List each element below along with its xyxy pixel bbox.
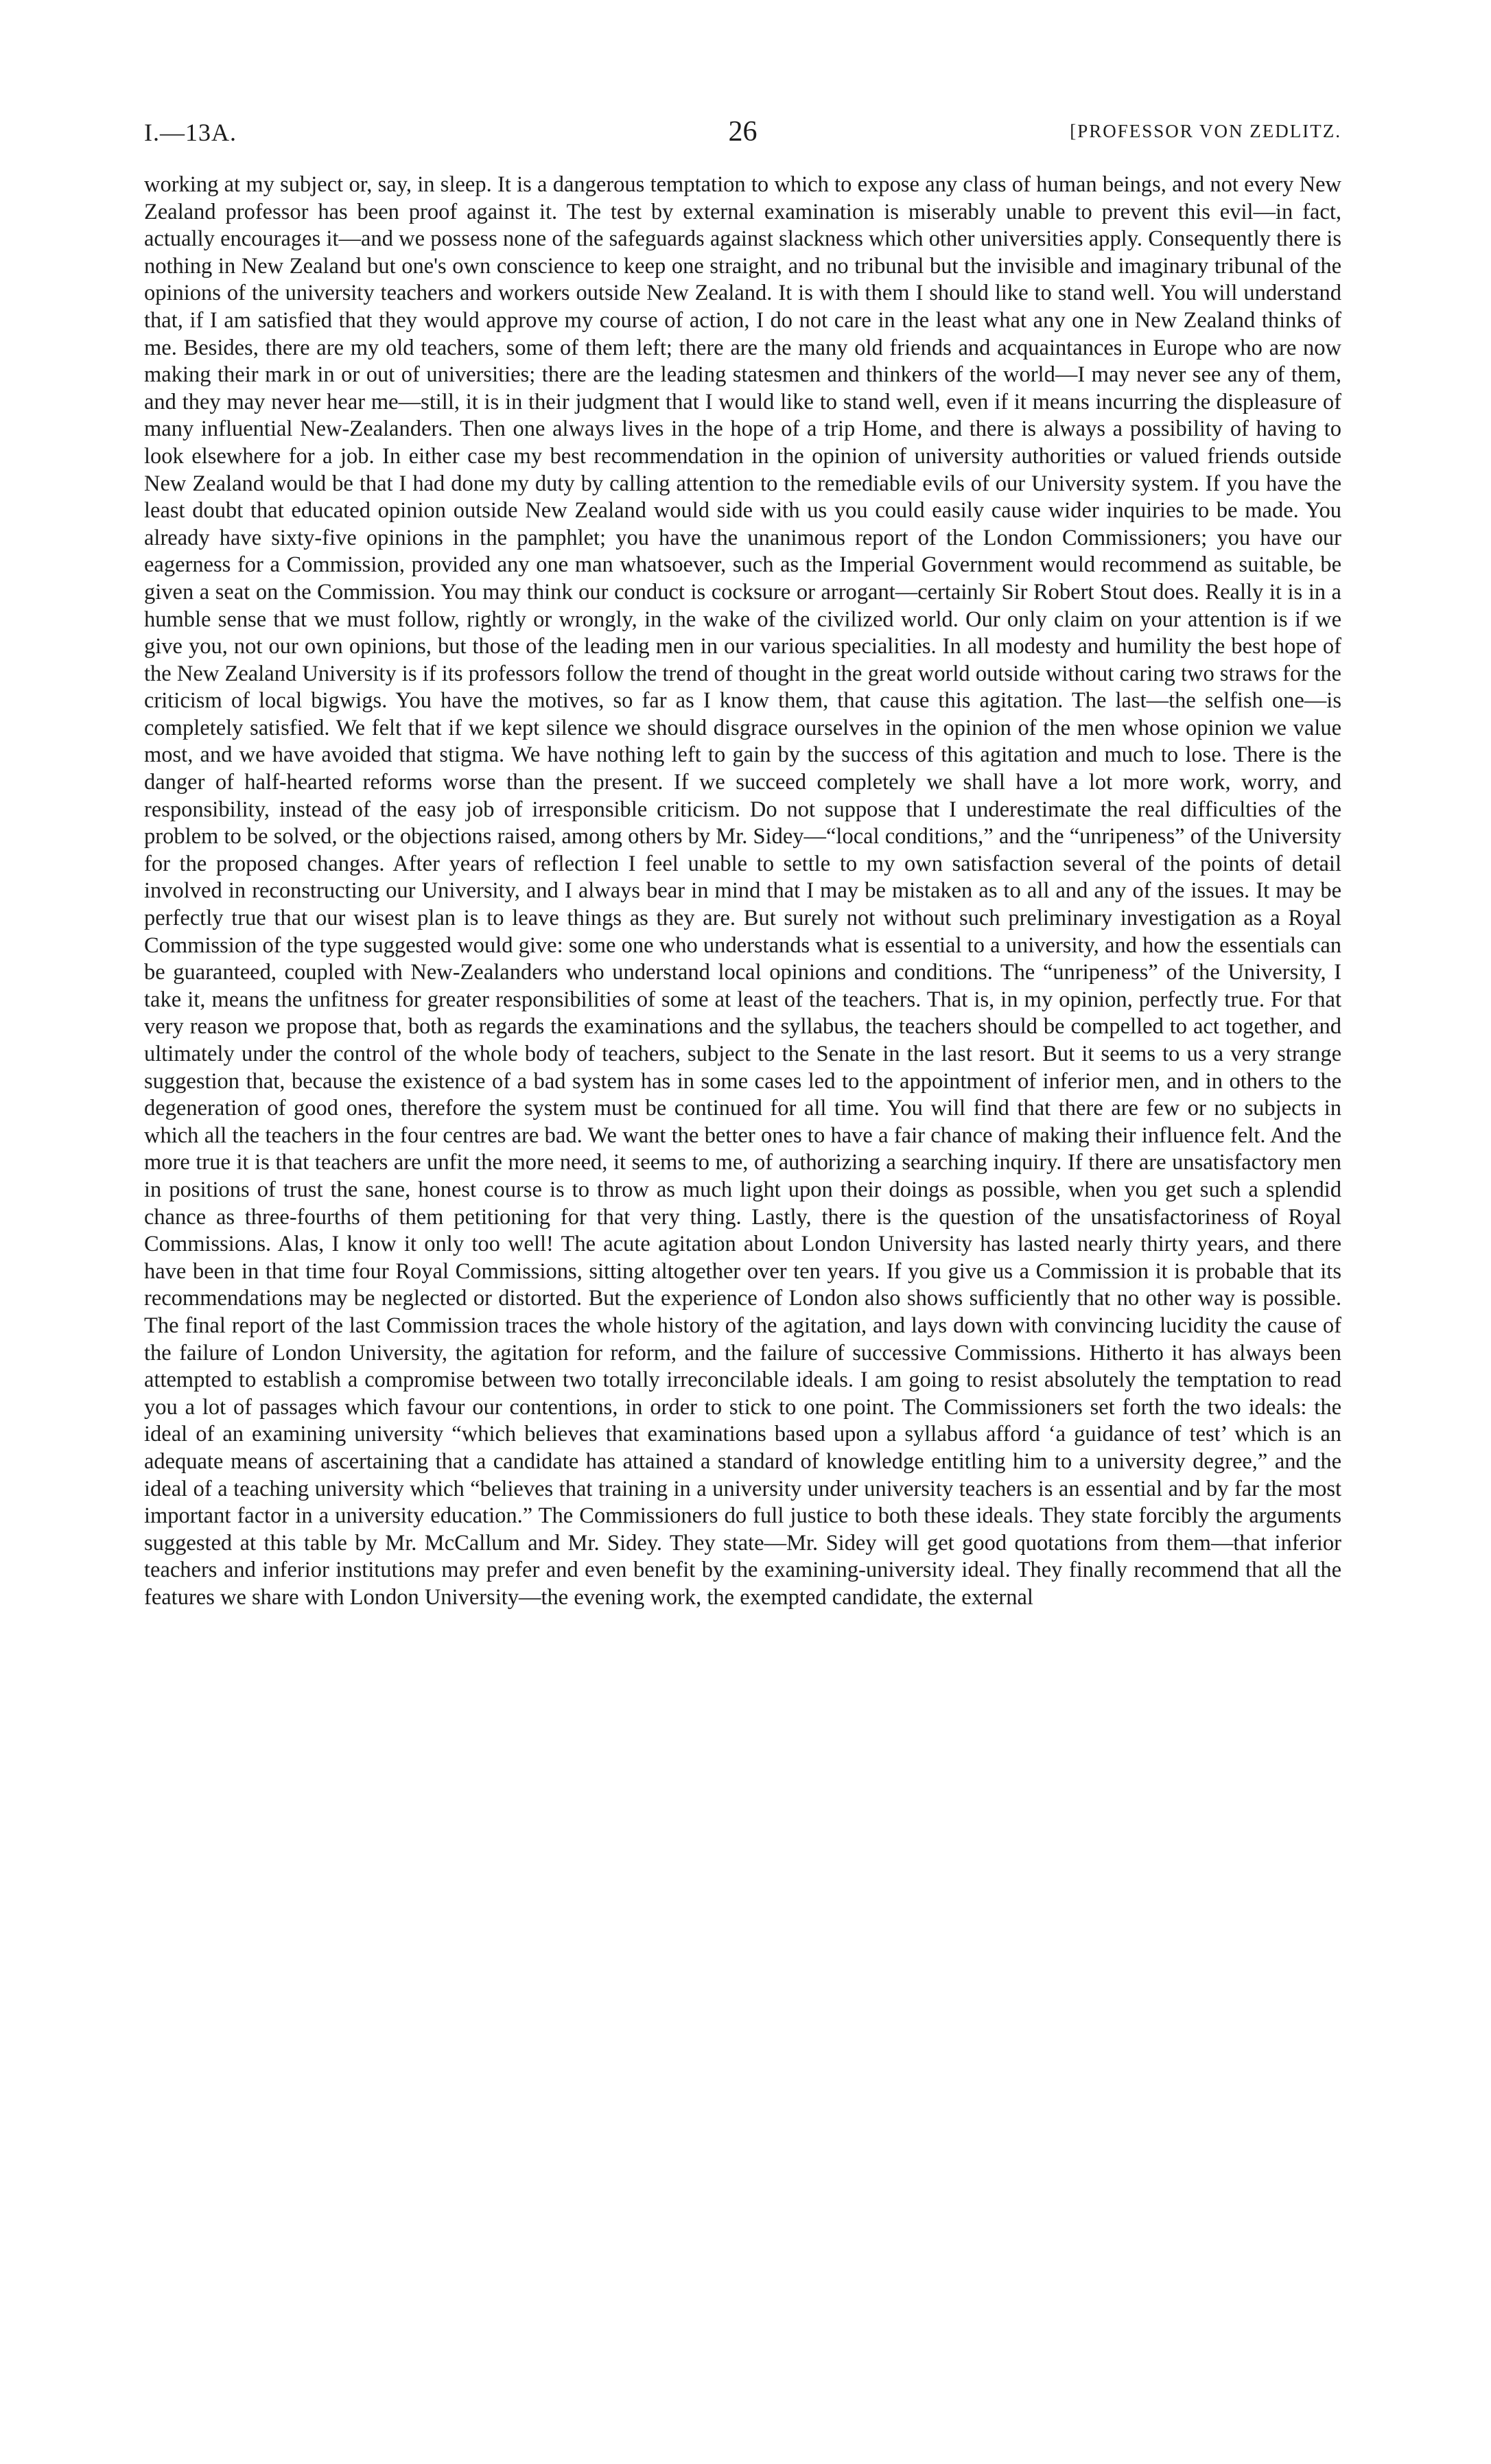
speaker-heading: [PROFESSOR VON ZEDLITZ. bbox=[1070, 121, 1341, 141]
document-page bbox=[144, 110, 1341, 1611]
page-header bbox=[144, 110, 1341, 158]
document-reference: I.—13A. bbox=[144, 119, 237, 146]
page-number: 26 bbox=[728, 116, 758, 148]
body-text bbox=[144, 172, 1341, 1611]
body-paragraph: working at my subject or, say, in sleep. It is a dangerous temptation to which to expose any class of human beings, and not every New Zealand professor has been proof against it. The test by external examination is miserably unable to prevent this evil—in fact, actually encourages it—and we possess none of the safeguards against slackness which other universities apply. Consequently there is nothing in New Zealand but one's own conscience to keep one straight, and no tribunal but the invisible and imaginary tribunal of the opinions of the university teachers and workers outside New Zealand. It is with them I should like to stand well. You will understand that, if I am satisfied that they would approve my course of action, I do not care in the least what any one in New Zealand thinks of me. Besides, there are my old teachers, some of them left; there are the many old friends and acquaintances in Europe who are now making their mark in or out of universities; there are the leading statesmen and thinkers of the world—I may never see any of them, and they may never hear me—still, it is in their judgment that I would like to stand well, even if it means incurring the displeasure of many influential New-Zealanders. Then one always lives in the hope of a trip Home, and there is always a possibility of having to look elsewhere for a job. In either case my best recommendation in the opinion of university authorities or valued friends outside New Zealand would be that I had done my duty by calling attention to the remediable evils of our University system. If you have the least doubt that educated opinion outside New Zealand would side with us you could easily cause wider inquiries to be made. You already have sixty-five opinions in the pamphlet; you have the unanimous report of the London Commissioners; you have our eagerness for a Commission, provided any one man whatsoever, such as the Imperial Government would recommend as suitable, be given a seat on the Commission. You may think our conduct is cocksure or arrogant—certainly Sir Robert Stout does. Really it is in a humble sense that we must follow, rightly or wrongly, in the wake of the civilized world. Our only claim on your attention is if we give you, not our own opinions, but those of the leading men in our various specialities. In all modesty and humility the best hope of the New Zealand University is if its professors follow the trend of thought in the great world outside without caring two straws for the criticism of local bigwigs. You have the motives, so far as I know them, that cause this agitation. The last—the selfish one—is completely satisfied. We felt that if we kept silence we should disgrace ourselves in the opinion of the men whose opinion we value most, and we have avoided that stigma. We have nothing left to gain by the success of this agitation and much to lose. There is the danger of half-hearted reforms worse than the present. If we succeed completely we shall have a lot more work, worry, and responsibility, instead of the easy job of irresponsible criticism. Do not suppose that I underestimate the real difficulties of the problem to be solved, or the objections raised, among others by Mr. Sidey—“local conditions,” and the “unripeness” of the University for the proposed changes. After years of reflection I feel unable to settle to my own satisfaction several of the points of detail involved in reconstructing our University, and I always bear in mind that I may be mistaken as to all and any of the issues. It may be perfectly true that our wisest plan is to leave things as they are. But surely not without such preliminary investigation as a Royal Commission of the type suggested would give: some one who understands what is essential to a university, and how the essentials can be guaranteed, coupled with New-Zealanders who understand local opinions and conditions. The “unripeness” of the University, I take it, means the unfitness for greater responsibilities of some at least of the teachers. That is, in my opinion, perfectly true. For that very reason we propose that, both as regards the examinations and the syllabus, the teachers should be compelled to act together, and ultimately under the control of the whole body of teachers, subject to the Senate in the last resort. But it seems to us a very strange suggestion that, because the existence of a bad system has in some cases led to the appointment of inferior men, and in others to the degeneration of good ones, therefore the system must be continued for all time. You will find that there are few or no subjects in which all the teachers in the four centres are bad. We want the better ones to have a fair chance of making their influence felt. And the more true it is that teachers are unfit the more need, it seems to me, of authorizing a searching inquiry. If there are unsatisfactory men in positions of trust the sane, honest course is to throw as much light upon their doings as possible, when you get such a splendid chance as three-fourths of them petitioning for that very thing. Lastly, there is the question of the unsatisfactoriness of Royal Commissions. Alas, I know it only too well! The acute agitation about London University has lasted nearly thirty years, and there have been in that time four Royal Commissions, sitting altogether over ten years. If you give us a Commission it is probable that its recommendations may be neglected or distorted. But the experience of London also shows sufficiently that no other way is possible. The final report of the last Commission traces the whole history of the agitation, and lays down with convincing lucidity the cause of the failure of London University, the agitation for reform, and the failure of successive Commissions. Hitherto it has always been attempted to establish a compromise between two totally irreconcilable ideals. I am going to resist absolutely the temptation to read you a lot of passages which favour our contentions, in order to stick to one point. The Commissioners set forth the two ideals: the ideal of an examining university “which believes that examinations based upon a syllabus afford ‘a guidance of test’ which is an adequate means of ascertaining that a candidate has attained a standard of knowledge entitling him to a university degree,” and the ideal of a teaching university which “believes that training in a university under university teachers is an essential and by far the most important factor in a university education.” The Commissioners do full justice to both these ideals. They state forcibly the arguments suggested at this table by Mr. McCallum and Mr. Sidey. They state—Mr. Sidey will get good quotations from them—that inferior teachers and inferior institutions may prefer and even benefit by the examining-university ideal. They finally recommend that all the features we share with London University—the evening work, the exempted candidate, the external bbox=[144, 172, 1341, 1610]
